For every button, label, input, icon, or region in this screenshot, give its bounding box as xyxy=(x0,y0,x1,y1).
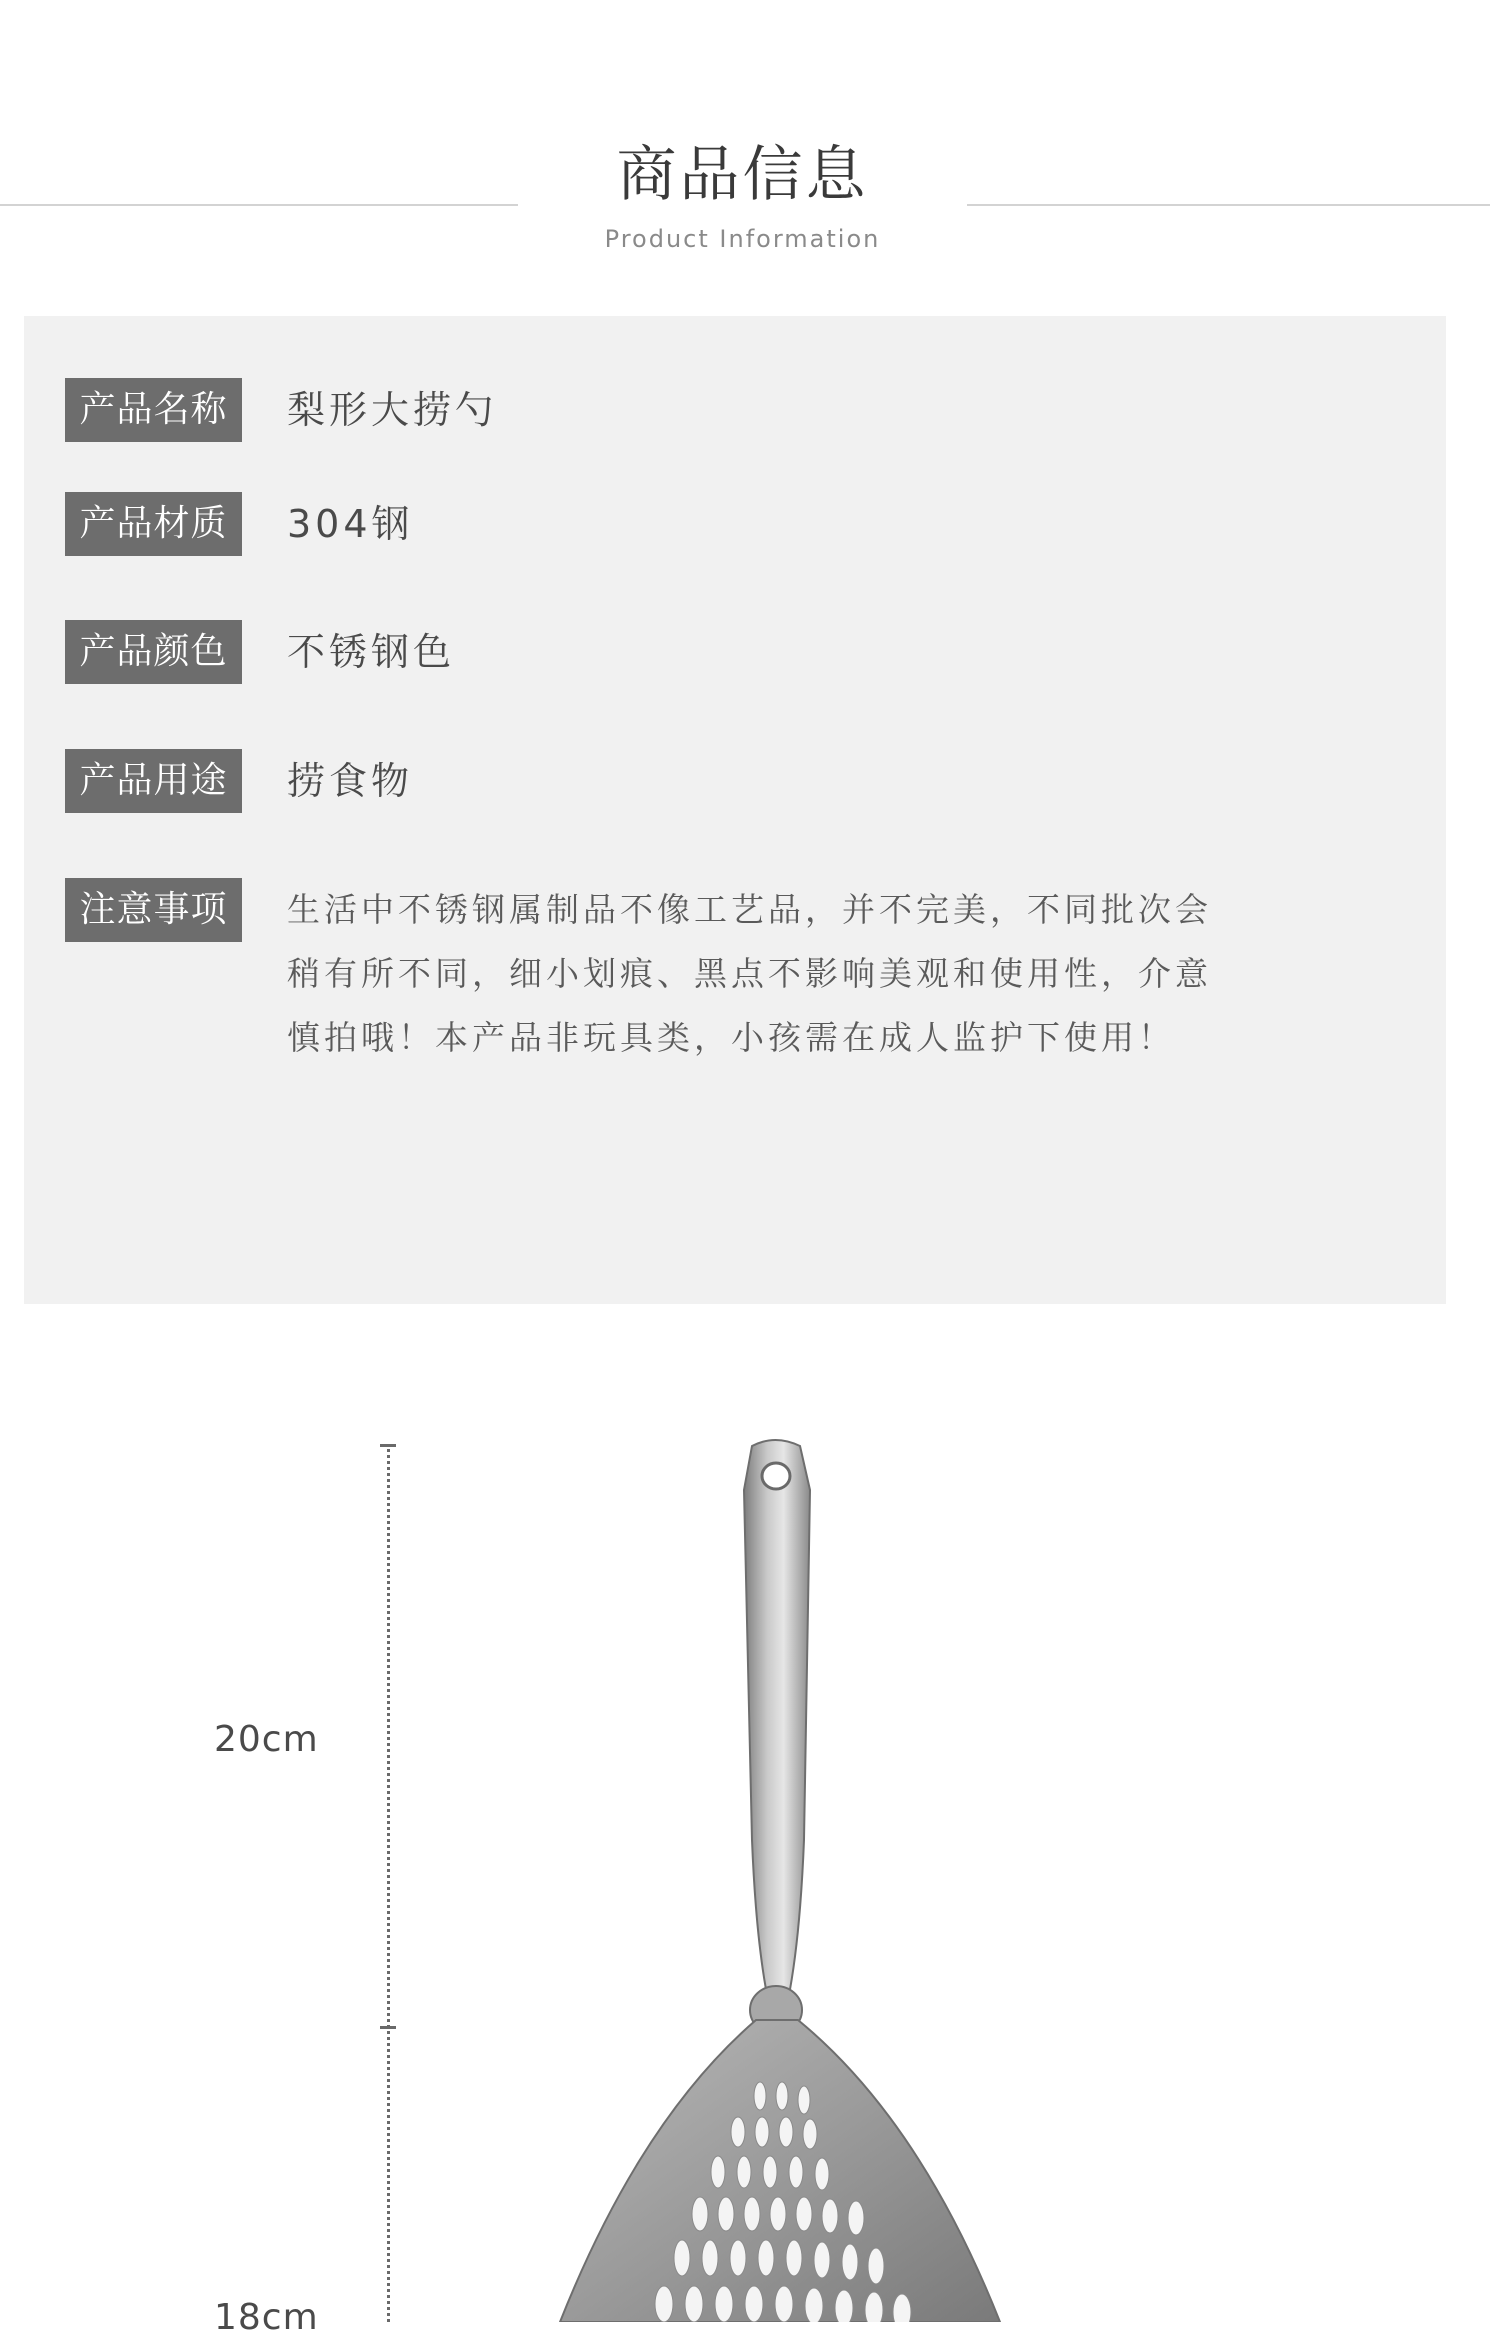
dimension-tick-top xyxy=(380,1444,396,1447)
dimension-label-head: 18cm xyxy=(214,2297,319,2338)
dimension-tick-middle xyxy=(380,2026,396,2029)
notes-line: 生活中不锈钢属制品不像工艺品，并不完美，不同批次会 xyxy=(287,890,1212,929)
info-label: 产品用途 xyxy=(65,749,242,813)
product-info-panel xyxy=(24,316,1446,1304)
header-divider-left xyxy=(0,204,518,206)
info-label: 产品颜色 xyxy=(65,620,242,684)
info-value: 梨形大捞勺 xyxy=(287,388,498,432)
section-subtitle: Product Information xyxy=(604,225,881,253)
section-title: 商品信息 xyxy=(616,140,869,210)
notes-line: 慎拍哦！本产品非玩具类，小孩需在成人监护下使用！ xyxy=(287,1018,1175,1057)
ladle-handle xyxy=(744,1440,810,2000)
info-value: 不锈钢色 xyxy=(287,630,456,674)
notes-text xyxy=(287,878,1267,1070)
dimension-line xyxy=(387,1444,390,2322)
hanging-hole xyxy=(762,1463,790,1489)
info-label: 产品名称 xyxy=(65,378,242,442)
ladle-head xyxy=(560,2020,1000,2322)
dimension-label-handle: 20cm xyxy=(214,1719,319,1760)
notes-line: 稍有所不同，细小划痕、黑点不影响美观和使用性，介意 xyxy=(287,954,1212,993)
info-value: 捞食物 xyxy=(287,759,414,803)
header-divider-right xyxy=(967,204,1490,206)
info-value: 304钢 xyxy=(287,502,414,546)
info-label: 产品材质 xyxy=(65,492,242,556)
skimmer-product-image xyxy=(520,1420,1100,2322)
info-label: 注意事项 xyxy=(65,878,242,942)
